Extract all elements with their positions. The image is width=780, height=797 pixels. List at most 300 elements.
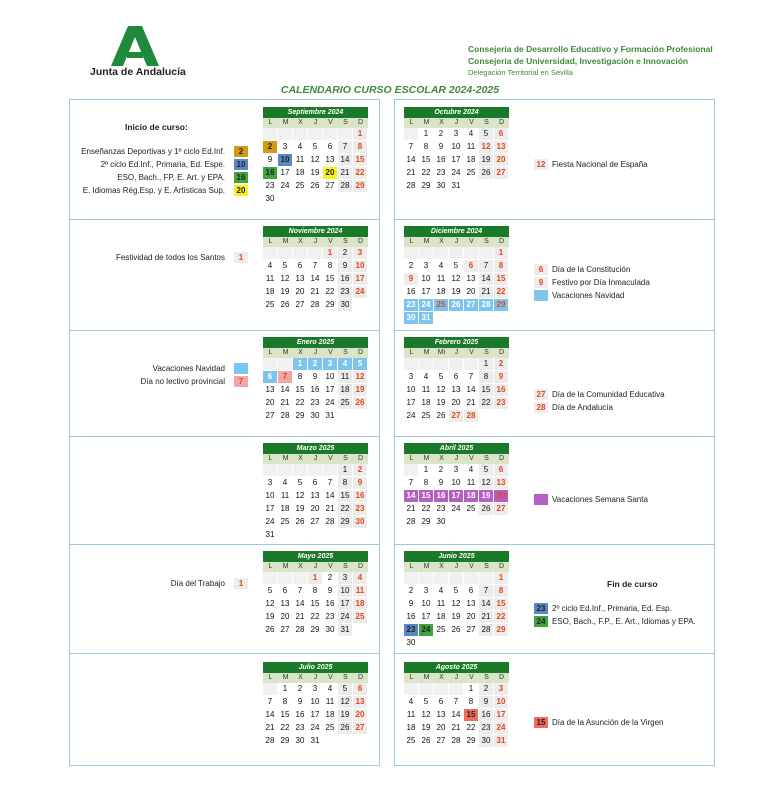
day-cell: 19 xyxy=(263,611,278,624)
day-cell: 6 xyxy=(263,371,278,384)
day-cell: 12 xyxy=(338,696,353,709)
day-cell: 25 xyxy=(338,397,353,410)
day-cell: 22 xyxy=(338,503,353,516)
day-cell: 11 xyxy=(404,709,419,722)
day-cell: 21 xyxy=(293,611,308,624)
day-cell: 19 xyxy=(419,722,434,735)
day-cell: 24 xyxy=(308,722,323,735)
calendar-dic-2024 xyxy=(404,226,509,325)
weekday-label: M xyxy=(423,119,430,126)
day-cell: 11 xyxy=(353,585,368,598)
day-cell: 9 xyxy=(338,260,353,273)
day-cell: 16 xyxy=(293,709,308,722)
day-cell: 19 xyxy=(293,503,308,516)
day-cell: 12 xyxy=(419,709,434,722)
day-cell: 3 xyxy=(449,464,464,477)
day-cell: 27 xyxy=(464,299,479,312)
day-cell: 17 xyxy=(419,286,434,299)
weekday-label: S xyxy=(484,674,489,681)
day-cell: 16 xyxy=(308,384,323,397)
empty-cell xyxy=(278,128,293,141)
weekday-label: V xyxy=(328,238,333,245)
day-cell: 22 xyxy=(278,722,293,735)
day-cell: 23 xyxy=(323,611,338,624)
weekday-label: L xyxy=(268,674,273,681)
weekday-row xyxy=(263,673,368,683)
weekday-label: V xyxy=(469,349,474,356)
dic-label-2: Festivo por Día Inmaculada xyxy=(552,278,650,287)
weekday-row xyxy=(263,348,368,358)
weekday-label: J xyxy=(313,455,318,462)
day-cell: 20 xyxy=(278,611,293,624)
day-cell: 24 xyxy=(419,299,434,312)
day-cell: 30 xyxy=(263,193,278,206)
day-cell: 29 xyxy=(323,299,338,312)
weekday-label: L xyxy=(409,119,414,126)
day-cell: 29 xyxy=(308,624,323,637)
weekday-label: J xyxy=(454,563,459,570)
day-cell: 26 xyxy=(419,735,434,748)
day-cell: 17 xyxy=(449,490,464,503)
empty-cell xyxy=(419,572,434,585)
day-cell: 13 xyxy=(278,598,293,611)
ene-label-2: Día no lectivo provincial xyxy=(140,377,225,386)
org-line-1: Consejería de Desarrollo Educativo y Formación Profesional xyxy=(468,44,713,54)
day-cell: 1 xyxy=(323,247,338,260)
day-cell: 9 xyxy=(353,477,368,490)
weekday-label: J xyxy=(454,238,459,245)
day-cell: 30 xyxy=(434,180,449,193)
day-cell: 23 xyxy=(308,397,323,410)
day-cell: 31 xyxy=(419,312,434,325)
day-cell: 25 xyxy=(464,503,479,516)
day-cell: 17 xyxy=(404,397,419,410)
day-cell: 25 xyxy=(353,611,368,624)
day-cell: 8 xyxy=(353,141,368,154)
weekday-label: M xyxy=(423,455,430,462)
weekday-label: X xyxy=(298,455,303,462)
empty-cell xyxy=(419,358,434,371)
weekday-label: D xyxy=(498,563,505,570)
day-cell: 24 xyxy=(404,410,419,423)
day-cell: 4 xyxy=(278,477,293,490)
weekday-label: J xyxy=(454,349,459,356)
day-cell: 12 xyxy=(293,490,308,503)
day-cell: 11 xyxy=(434,273,449,286)
empty-cell xyxy=(323,128,338,141)
weekday-label: D xyxy=(498,238,505,245)
day-cell: 26 xyxy=(278,299,293,312)
day-cell: 15 xyxy=(293,384,308,397)
day-cell: 28 xyxy=(263,735,278,748)
day-cell: 3 xyxy=(353,247,368,260)
weekday-label: M xyxy=(423,349,430,356)
day-cell: 27 xyxy=(434,735,449,748)
day-cell: 26 xyxy=(353,397,368,410)
day-cell: 26 xyxy=(479,167,494,180)
weekday-label: S xyxy=(343,455,348,462)
day-cell: 3 xyxy=(419,260,434,273)
day-cell: 28 xyxy=(449,735,464,748)
weekday-label: Mi xyxy=(437,349,446,356)
day-cell: 14 xyxy=(323,490,338,503)
day-cell: 14 xyxy=(479,273,494,286)
day-cell: 12 xyxy=(479,477,494,490)
day-cell: 3 xyxy=(494,683,509,696)
empty-cell xyxy=(404,247,419,260)
day-cell: 26 xyxy=(308,180,323,193)
day-grid xyxy=(263,572,368,637)
day-cell: 3 xyxy=(308,683,323,696)
day-grid xyxy=(404,572,509,650)
org-line-3: Delegación Territorial en Sevilla xyxy=(468,68,573,77)
day-cell: 10 xyxy=(419,273,434,286)
weekday-label: D xyxy=(498,349,505,356)
empty-cell xyxy=(308,464,323,477)
day-cell: 29 xyxy=(419,516,434,529)
day-cell: 4 xyxy=(434,260,449,273)
day-cell: 2 xyxy=(263,141,278,154)
inicio-label-2: 2º ciclo Ed.Inf., Primaria, Ed. Espe. xyxy=(100,160,225,169)
month-title: Octubre 2024 xyxy=(404,107,509,118)
day-cell: 28 xyxy=(404,516,419,529)
day-cell: 15 xyxy=(494,598,509,611)
day-cell: 8 xyxy=(419,477,434,490)
day-cell: 1 xyxy=(464,683,479,696)
day-cell: 16 xyxy=(404,286,419,299)
day-cell: 22 xyxy=(293,397,308,410)
month-title: Septiembre 2024 xyxy=(263,107,368,118)
day-cell: 29 xyxy=(353,180,368,193)
day-cell: 25 xyxy=(419,410,434,423)
day-cell: 10 xyxy=(263,490,278,503)
month-title: Mayo 2025 xyxy=(263,551,368,562)
weekday-label: X xyxy=(298,674,303,681)
day-cell: 1 xyxy=(494,572,509,585)
day-cell: 8 xyxy=(293,371,308,384)
abr-badge xyxy=(534,494,548,505)
day-cell: 7 xyxy=(308,260,323,273)
day-cell: 13 xyxy=(464,598,479,611)
day-cell: 30 xyxy=(308,410,323,423)
fin-label-2: ESO, Bach., F.P., E. Art., Idiomas y EPA. xyxy=(552,617,696,626)
day-cell: 19 xyxy=(479,154,494,167)
weekday-label: J xyxy=(454,119,459,126)
day-cell: 5 xyxy=(449,260,464,273)
weekday-row xyxy=(263,118,368,128)
day-cell: 2 xyxy=(479,683,494,696)
day-cell: 14 xyxy=(404,490,419,503)
day-cell: 12 xyxy=(434,384,449,397)
day-cell: 20 xyxy=(464,286,479,299)
day-cell: 10 xyxy=(404,384,419,397)
day-cell: 15 xyxy=(353,154,368,167)
calendar-may-2025 xyxy=(263,551,368,637)
day-cell: 8 xyxy=(278,696,293,709)
day-cell: 7 xyxy=(323,477,338,490)
day-cell: 13 xyxy=(494,477,509,490)
month-title: Enero 2025 xyxy=(263,337,368,348)
day-cell: 27 xyxy=(263,410,278,423)
feb-badge-1: 27 xyxy=(534,389,548,400)
day-cell: 14 xyxy=(278,384,293,397)
day-cell: 8 xyxy=(308,585,323,598)
day-cell: 25 xyxy=(404,735,419,748)
weekday-label: L xyxy=(409,455,414,462)
day-cell: 20 xyxy=(449,397,464,410)
day-cell: 25 xyxy=(464,167,479,180)
empty-cell xyxy=(263,683,278,696)
day-cell: 10 xyxy=(323,371,338,384)
day-cell: 22 xyxy=(464,722,479,735)
day-cell: 27 xyxy=(449,410,464,423)
inicio-label-3: ESO, Bach., FP, E. Art. y EPA. xyxy=(117,173,225,182)
day-cell: 7 xyxy=(293,585,308,598)
day-cell: 20 xyxy=(353,709,368,722)
weekday-label: M xyxy=(282,563,289,570)
day-cell: 9 xyxy=(293,696,308,709)
day-cell: 23 xyxy=(293,722,308,735)
empty-cell xyxy=(278,358,293,371)
day-cell: 7 xyxy=(263,696,278,709)
day-cell: 4 xyxy=(419,371,434,384)
day-cell: 22 xyxy=(353,167,368,180)
day-cell: 4 xyxy=(293,141,308,154)
day-cell: 16 xyxy=(263,167,278,180)
weekday-row xyxy=(404,237,509,247)
day-cell: 29 xyxy=(464,735,479,748)
day-cell: 3 xyxy=(263,477,278,490)
day-cell: 30 xyxy=(323,624,338,637)
day-cell: 29 xyxy=(494,624,509,637)
day-cell: 7 xyxy=(404,477,419,490)
ago-badge: 15 xyxy=(534,717,548,728)
may-label: Día del Trabajo xyxy=(170,579,225,588)
day-cell: 20 xyxy=(464,611,479,624)
day-cell: 22 xyxy=(419,503,434,516)
day-cell: 6 xyxy=(278,585,293,598)
empty-cell xyxy=(308,128,323,141)
day-cell: 10 xyxy=(278,154,293,167)
day-cell: 10 xyxy=(338,585,353,598)
day-cell: 18 xyxy=(434,286,449,299)
day-cell: 17 xyxy=(323,384,338,397)
day-cell: 21 xyxy=(278,397,293,410)
day-cell: 1 xyxy=(353,128,368,141)
day-cell: 7 xyxy=(338,141,353,154)
month-title: Marzo 2025 xyxy=(263,443,368,454)
day-cell: 24 xyxy=(353,286,368,299)
day-cell: 21 xyxy=(263,722,278,735)
day-cell: 7 xyxy=(479,585,494,598)
day-cell: 8 xyxy=(479,371,494,384)
ago-label: Día de la Asunción de la Virgen xyxy=(552,718,664,727)
fin-badge-1: 23 xyxy=(534,603,548,614)
weekday-label: V xyxy=(469,238,474,245)
day-cell: 26 xyxy=(293,516,308,529)
weekday-label: X xyxy=(439,674,444,681)
page-title: CALENDARIO CURSO ESCOLAR 2024-2025 xyxy=(280,84,500,96)
weekday-label: V xyxy=(469,119,474,126)
day-cell: 11 xyxy=(419,384,434,397)
day-cell: 21 xyxy=(479,611,494,624)
day-cell: 28 xyxy=(293,624,308,637)
weekday-row xyxy=(404,673,509,683)
ene-badge-1 xyxy=(234,363,248,374)
day-cell: 27 xyxy=(323,180,338,193)
day-cell: 24 xyxy=(449,503,464,516)
empty-cell xyxy=(404,572,419,585)
weekday-label: S xyxy=(484,563,489,570)
day-cell: 4 xyxy=(434,585,449,598)
day-cell: 6 xyxy=(464,585,479,598)
weekday-label: X xyxy=(298,238,303,245)
month-title: Agosto 2025 xyxy=(404,662,509,673)
day-cell: 19 xyxy=(449,611,464,624)
weekday-label: X xyxy=(439,238,444,245)
day-cell: 25 xyxy=(323,722,338,735)
day-cell: 4 xyxy=(338,358,353,371)
weekday-label: X xyxy=(439,119,444,126)
day-cell: 24 xyxy=(449,167,464,180)
day-cell: 16 xyxy=(434,490,449,503)
day-cell: 22 xyxy=(494,286,509,299)
day-cell: 23 xyxy=(404,624,419,637)
day-cell: 9 xyxy=(323,585,338,598)
day-cell: 27 xyxy=(494,167,509,180)
fin-label-1: 2º ciclo Ed.Inf., Primaria, Ed. Esp. xyxy=(552,604,672,613)
day-cell: 7 xyxy=(404,141,419,154)
empty-cell xyxy=(278,464,293,477)
empty-cell xyxy=(434,358,449,371)
day-cell: 25 xyxy=(278,516,293,529)
day-cell: 30 xyxy=(404,637,419,650)
day-cell: 1 xyxy=(419,128,434,141)
day-cell: 19 xyxy=(434,397,449,410)
day-cell: 6 xyxy=(464,260,479,273)
day-cell: 31 xyxy=(338,624,353,637)
empty-cell xyxy=(278,247,293,260)
weekday-label: M xyxy=(282,119,289,126)
weekday-label: V xyxy=(469,674,474,681)
empty-cell xyxy=(293,464,308,477)
day-cell: 6 xyxy=(353,683,368,696)
day-cell: 18 xyxy=(434,611,449,624)
month-title: Abril 2025 xyxy=(404,443,509,454)
day-cell: 15 xyxy=(419,490,434,503)
day-cell: 13 xyxy=(308,490,323,503)
day-cell: 13 xyxy=(263,384,278,397)
weekday-label: L xyxy=(268,563,273,570)
ene-label-1: Vacaciones Navidad xyxy=(152,364,225,373)
day-cell: 13 xyxy=(494,141,509,154)
oct-label: Fiesta Nacional de España xyxy=(552,160,648,169)
weekday-label: L xyxy=(268,119,273,126)
day-cell: 3 xyxy=(419,585,434,598)
weekday-label: S xyxy=(484,349,489,356)
day-cell: 24 xyxy=(323,397,338,410)
day-cell: 25 xyxy=(434,624,449,637)
day-cell: 23 xyxy=(494,397,509,410)
weekday-label: S xyxy=(343,349,348,356)
day-cell: 2 xyxy=(494,358,509,371)
dic-badge-2: 9 xyxy=(534,277,548,288)
day-cell: 26 xyxy=(449,624,464,637)
fin-title: Fin de curso xyxy=(607,579,658,589)
empty-cell xyxy=(263,572,278,585)
abr-label: Vacaciones Semana Santa xyxy=(552,495,648,504)
day-cell: 4 xyxy=(464,464,479,477)
day-cell: 20 xyxy=(308,503,323,516)
day-cell: 10 xyxy=(419,598,434,611)
day-cell: 23 xyxy=(479,722,494,735)
day-cell: 14 xyxy=(449,709,464,722)
day-cell: 15 xyxy=(308,598,323,611)
inicio-badge-4: 20 xyxy=(234,185,248,196)
day-cell: 2 xyxy=(293,683,308,696)
day-cell: 27 xyxy=(293,299,308,312)
day-cell: 21 xyxy=(449,722,464,735)
weekday-label: S xyxy=(484,119,489,126)
weekday-label: D xyxy=(498,119,505,126)
weekday-label: L xyxy=(409,349,414,356)
day-cell: 29 xyxy=(494,299,509,312)
day-grid xyxy=(263,464,368,542)
day-cell: 28 xyxy=(338,180,353,193)
weekday-label: S xyxy=(343,119,348,126)
empty-cell xyxy=(434,572,449,585)
empty-cell xyxy=(338,128,353,141)
day-cell: 24 xyxy=(278,180,293,193)
weekday-label: J xyxy=(454,674,459,681)
day-cell: 12 xyxy=(449,273,464,286)
inicio-label-4: E. Idiomas Rég.Esp. y E. Artísticas Sup. xyxy=(82,186,225,195)
day-cell: 1 xyxy=(278,683,293,696)
weekday-label: X xyxy=(298,119,303,126)
weekday-label: D xyxy=(357,674,364,681)
weekday-row xyxy=(404,118,509,128)
day-cell: 20 xyxy=(494,154,509,167)
day-cell: 2 xyxy=(323,572,338,585)
inicio-badge-3: 16 xyxy=(234,172,248,183)
day-cell: 21 xyxy=(323,503,338,516)
day-cell: 19 xyxy=(308,167,323,180)
dic-label-1: Día de la Constitución xyxy=(552,265,631,274)
day-cell: 16 xyxy=(338,273,353,286)
weekday-label: L xyxy=(409,238,414,245)
day-cell: 26 xyxy=(449,299,464,312)
day-cell: 11 xyxy=(323,696,338,709)
day-cell: 14 xyxy=(308,273,323,286)
day-cell: 18 xyxy=(404,722,419,735)
day-cell: 14 xyxy=(263,709,278,722)
day-cell: 22 xyxy=(494,611,509,624)
empty-cell xyxy=(263,128,278,141)
weekday-label: S xyxy=(343,563,348,570)
day-cell: 18 xyxy=(263,286,278,299)
day-cell: 13 xyxy=(353,696,368,709)
weekday-label: M xyxy=(423,238,430,245)
day-cell: 7 xyxy=(278,371,293,384)
day-cell: 18 xyxy=(338,384,353,397)
day-cell: 19 xyxy=(338,709,353,722)
day-cell: 22 xyxy=(419,167,434,180)
empty-cell xyxy=(323,464,338,477)
day-cell: 9 xyxy=(434,477,449,490)
nov-badge: 1 xyxy=(234,252,248,263)
weekday-label: D xyxy=(357,455,364,462)
day-cell: 16 xyxy=(404,611,419,624)
